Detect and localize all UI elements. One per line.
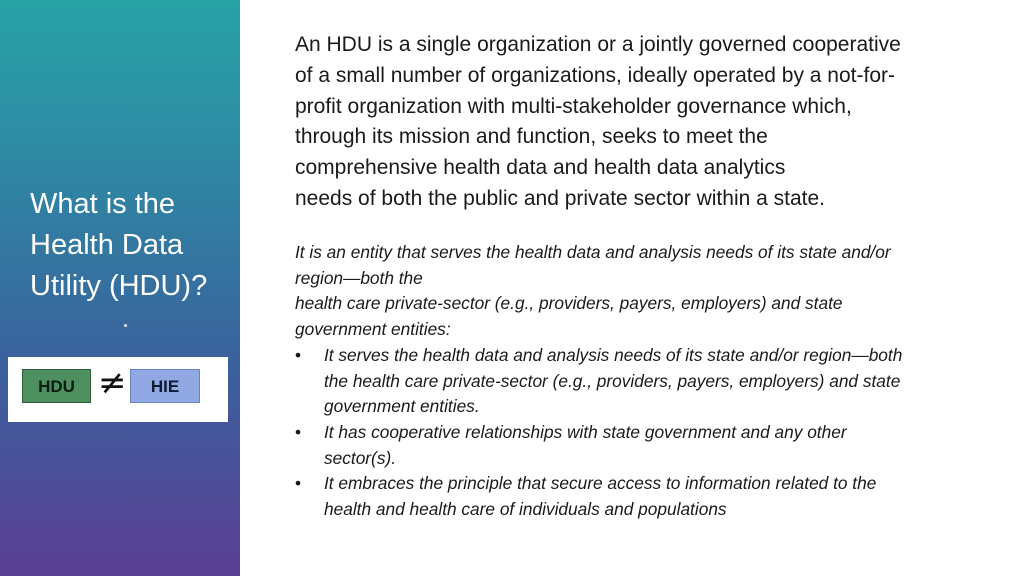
bullet-marker: • [295, 421, 302, 442]
hdu-characteristics [295, 240, 995, 523]
bullet-line: It embraces the principle that secure access to information related to the [324, 473, 877, 494]
bullet-marker: • [295, 344, 302, 365]
intro-line: government entities: [295, 319, 451, 340]
bullet-line: government entities. [324, 396, 480, 417]
definition-line: of a small number of organizations, ideally operated by a not-for- [295, 63, 895, 87]
bullet-line: It serves the health data and analysis needs of its state and/or region—both [324, 344, 903, 365]
hdu-definition [295, 30, 985, 215]
definition-line: through its mission and function, seeks to meet the [295, 125, 768, 149]
hdu-badge: HDU [22, 369, 91, 403]
bullet-marker: • [295, 473, 302, 494]
decorative-dot [124, 324, 127, 327]
bullet-item [295, 471, 995, 522]
definition-line: needs of both the public and private sector within a state. [295, 186, 825, 210]
bullet-line: sector(s). [324, 447, 397, 468]
definition-line: comprehensive health data and health data analytics [295, 156, 786, 180]
bullet-line: the health care private-sector (e.g., providers, payers, employers) and state [324, 370, 901, 391]
bullet-line: health and health care of individuals and populations [324, 499, 727, 520]
hie-badge: HIE [130, 369, 200, 403]
bullet-item [295, 343, 995, 420]
bullet-line: It has cooperative relationships with state government and any other [324, 421, 847, 442]
intro-line: region—both the [295, 267, 423, 288]
bullet-item [295, 420, 995, 471]
intro-line: It is an entity that serves the health data and analysis needs of its state and/or [295, 242, 891, 262]
not-equal-sign: ≠ [98, 363, 127, 403]
definition-line: profit organization with multi-stakeholder governance which, [295, 94, 852, 118]
definition-line: An HDU is a single organization or a jointly governed cooperative [295, 33, 901, 56]
intro-line: health care private-sector (e.g., providers, payers, employers) and state [295, 293, 843, 314]
hdu-hie-comparison [8, 357, 228, 422]
slide-title: What is the Health Data Utility (HDU)? [30, 188, 208, 302]
sidebar-panel [0, 0, 240, 576]
